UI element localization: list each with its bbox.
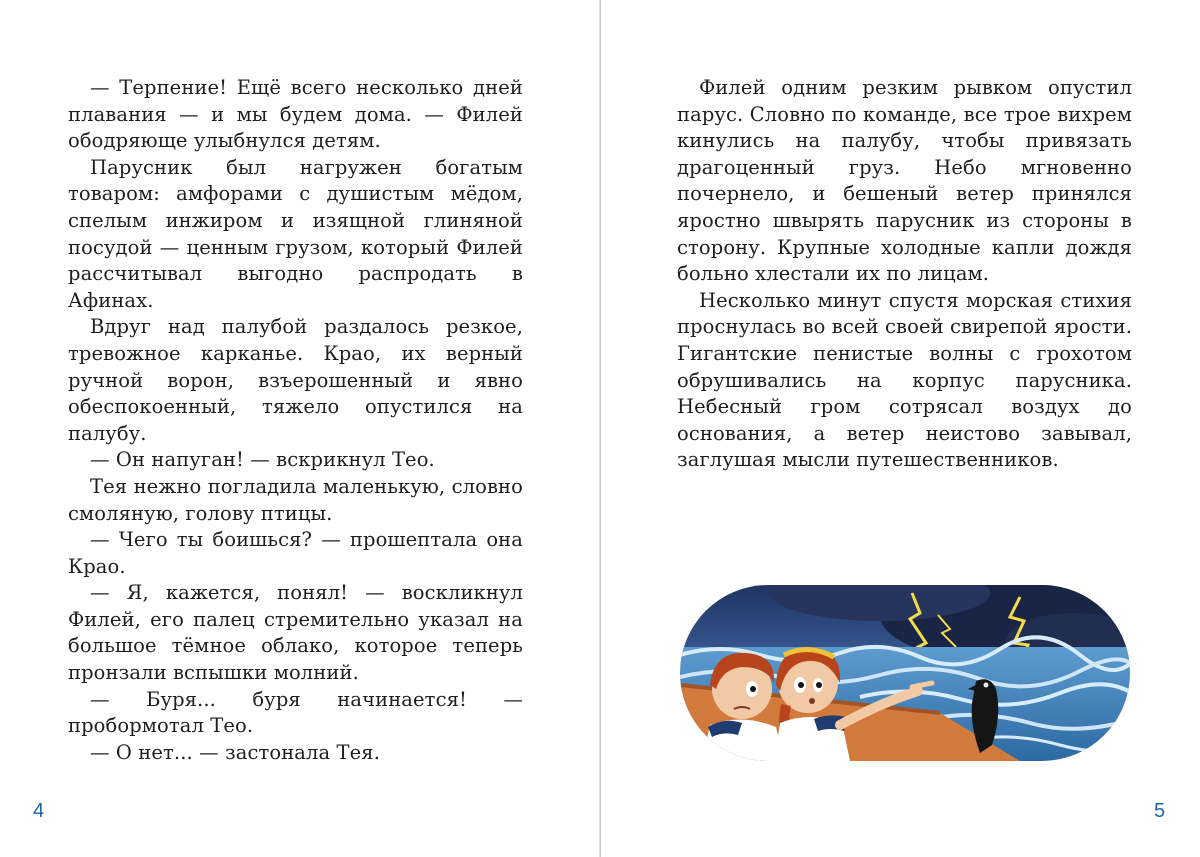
paragraph: — Терпение! Ещё всего несколько дней плавания — и мы будем дома. — Филей ободряюще улыбнулся детям.: [68, 76, 523, 153]
paragraph: Парусник был нагружен богатым товаром: амфорами с душистым мёдом, спелым инжиром и изящной глиняной посудой — ценным грузом, который Филей рассчитывал выгодно распродать в Афинах.: [68, 155, 523, 312]
page-number: 4: [33, 800, 45, 822]
paragraph: — Он напуган! — вскрикнул Тео.: [90, 448, 435, 472]
paragraph: Несколько минут спустя морская стихия проснулась во всей своей свирепой ярости. Гигантские пенистые волны с грохотом обрушивались на корпус парусника. Небесный гром сотрясал воздух до основания, а ветер неистово завывал, заглушая мысли путешественников.: [677, 288, 1132, 472]
paragraph: — Чего ты боишься? — прошептала она Крао.: [68, 528, 523, 578]
storm-illustration: [680, 585, 1130, 761]
right-page: [601, 0, 1200, 857]
paragraph: — О нет... — застонала Тея.: [90, 740, 380, 764]
paragraph: — Буря... буря начинается! — пробормотал Тео.: [68, 687, 523, 738]
paragraph: Тея нежно погладила маленькую, словно смоляную, голову птицы.: [68, 474, 523, 525]
paragraph: Вдруг над палубой раздалось резкое, тревожное карканье. Крао, их верный ручной ворон, взъерошенный и явно обеспокоенный, тяжело опустился на палубу.: [68, 315, 523, 445]
paragraph: — Я, кажется, понял! — воскликнул Филей, его палец стремительно указал на большое тёмное облако, которое теперь пронзали вспышки молний.: [68, 581, 523, 685]
page-number: 5: [1154, 800, 1166, 822]
right-page-text: [677, 75, 1132, 474]
paragraph: Филей одним резким рывком опустил парус. Словно по команде, все трое вихрем кинулись на палубу, чтобы привязать драгоценный груз. Небо мгновенно почернело, и бешеный ветер принялся яростно швырять парусник из стороны в сторону. Крупные холодные капли дождя больно хлестали их по лицам.: [677, 76, 1132, 286]
left-page-text: [68, 75, 523, 766]
